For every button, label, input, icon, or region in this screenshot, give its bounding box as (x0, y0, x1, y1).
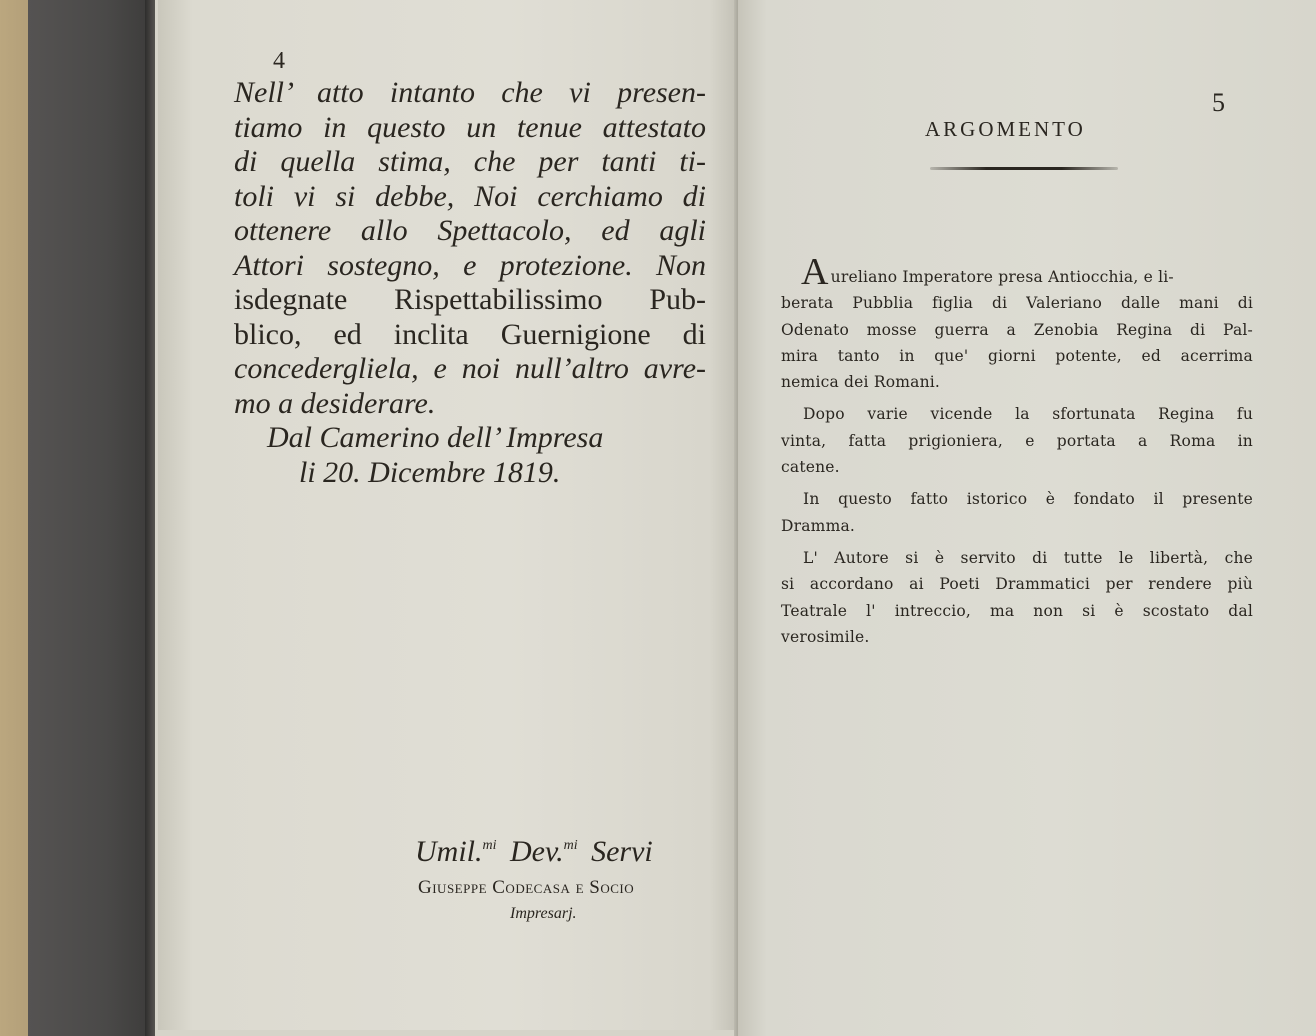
paragraph-line: Dopo varie vicende la sfortunata Regina fu (803, 405, 1253, 424)
paragraph-line (781, 251, 1253, 293)
body-line: isdegnate Rispettabilissimo Pub- (234, 283, 706, 316)
left-page-body (234, 76, 706, 490)
body-line: ottenere allo Spettacolo, ed agli (234, 214, 706, 247)
body-line: tiamo in questo un tenue attestato (234, 110, 706, 144)
place-line: Dal Camerino dell’ Impresa (267, 421, 604, 454)
dropcap: A (801, 251, 829, 293)
paragraph-text: ureliano Imperatore presa Antiocchia, e li- (830, 268, 1174, 286)
right-page-number: 5 (1212, 88, 1225, 117)
body-line: Nell’ atto intanto che vi presen- (234, 76, 706, 109)
paragraph-line: L' Autore si è servito di tutte le libertà, che (803, 548, 1253, 567)
impresari-role: Impresarj. (510, 905, 577, 922)
signature-umil: Umil. (415, 835, 483, 868)
paragraph-line: nemica dei Romani. (781, 373, 941, 392)
right-page-body (781, 251, 1253, 650)
impresari-names: Giuseppe Codecasa e Socio (418, 877, 635, 898)
paragraph-line: Teatrale l' intreccio, ma non si è scostato dal (781, 601, 1253, 620)
signature (415, 835, 653, 869)
heading-rule (930, 167, 1118, 170)
paragraph-line: berata Pubblia figlia di Valeriano dalle mani di (781, 294, 1253, 313)
paragraph-line: Odenato mosse guerra a Zenobia Regina di Pal- (781, 320, 1253, 339)
section-heading: ARGOMENTO (925, 117, 1086, 141)
signature-umil-sup: mi (482, 838, 497, 853)
left-page-number: 4 (273, 48, 285, 74)
date-line: li 20. Dicembre 1819. (299, 455, 561, 489)
paragraph-line: si accordano ai Poeti Drammatici per rendere più (781, 575, 1253, 594)
body-line: blico, ed inclita Guernigione di (234, 317, 706, 351)
signature-dev-sup: mi (563, 838, 578, 853)
paragraph-line: mira tanto in que' giorni potente, ed acerrima (781, 346, 1253, 365)
paragraph-line: In questo fatto istorico è fondato il presente (803, 490, 1253, 509)
body-line: di quella stima, che per tanti ti- (234, 145, 706, 178)
body-line: toli vi si debbe, Noi cerchiamo di (234, 179, 706, 213)
signature-dev: Dev. (510, 835, 564, 868)
paragraph-line: catene. (781, 458, 840, 477)
paragraph-line: verosimile. (781, 627, 870, 646)
paragraph-line: vinta, fatta prigioniera, e portata a Roma in (781, 431, 1253, 450)
body-line: Attori sostegno, e protezione. Non (234, 248, 706, 282)
signature-servi: Servi (591, 835, 653, 868)
body-line: concedergliela, e noi null’altro avre- (234, 352, 706, 385)
binder-cover (28, 0, 158, 1036)
paragraph-line: Dramma. (781, 516, 856, 535)
body-line: mo a desiderare. (234, 386, 436, 420)
